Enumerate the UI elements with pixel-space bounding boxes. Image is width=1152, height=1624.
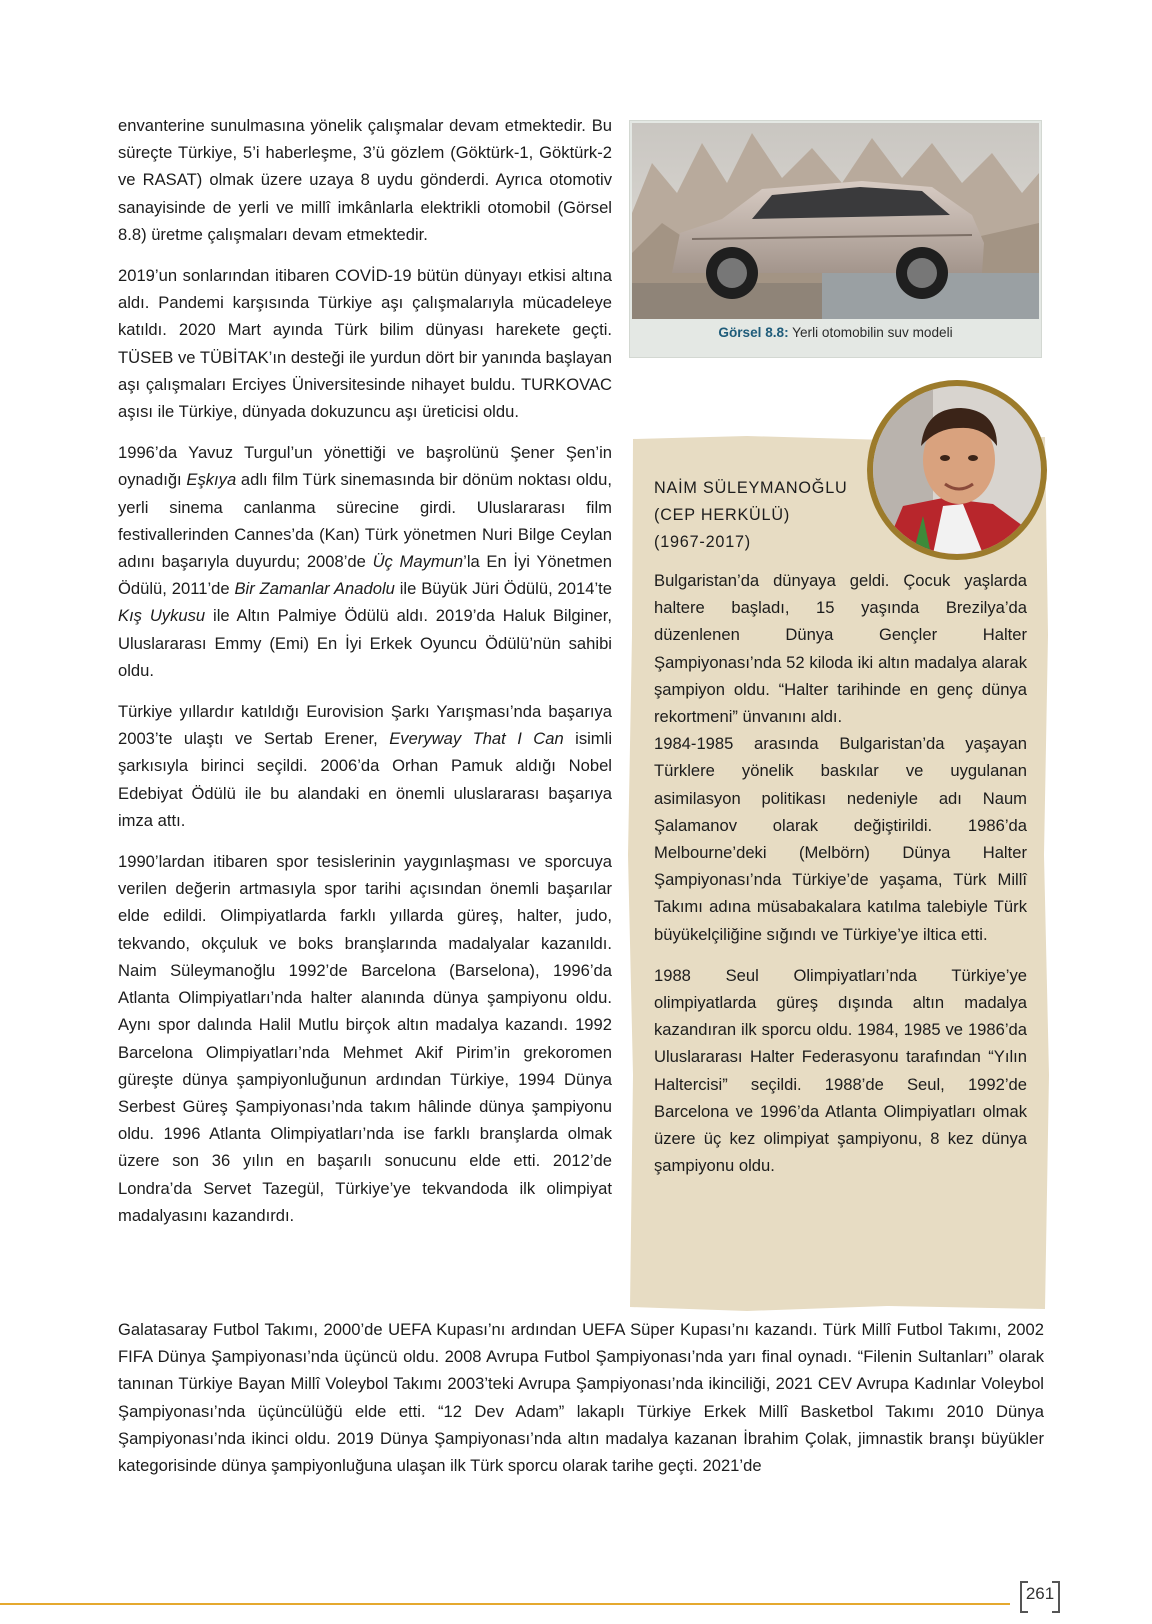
page-number: 261 [1025,1584,1055,1603]
biography-text [654,567,1027,1193]
paragraph-sports: 1990’lardan itibaren spor tesislerinin yaygınlaşması ve sporcuya verilen değerin artmasıyla spor tarihi açısından önemli başarılar elde edildi. Olimpiyatlarda farklı yıllarda güreş, halter, judo, tekvando, okçuluk ve boks branşlarında madalyalar kazanıldı. Naim Süleymanoğlu 1992’de Barcelona (Barselona), 1996’da Atlanta Olimpiyatları’nda halter alanında dünya şampiyonu oldu. Aynı spor dalında Halil Mutlu birçok altın madalya kazandı. 1992 Barcelona Olimpiyatları’nda Mehmet Akif Pirim’in grekoromen güreşte dünya şampiyonluğunun ardından Türkiye, 1994 Dünya Serbest Güreş Şampiyonası’nda takım hâlinde dünya şampiyonu oldu. 1996 Atlanta Olimpiyatları’nda ise farklı branşlarda olmak üzere son 36 yılın en başarılı sonucunu elde etti. 2012’de Londra’da Servet Tazegül, Türkiye’ye tekvandoda ilk olimpiyat madalyasını kazandırdı. [118,852,612,1225]
text-span: ile Altın Palmiye Ödülü aldı. 2019’da Haluk Bilginer, Uluslararası Emmy (Emi) En İyi Erkek Oyuncu Ödülü’nün sahibi oldu. [118,606,612,680]
text-span: ile Büyük Jüri Ödülü, 2014’te [394,579,613,599]
paragraph-cinema [118,439,612,684]
person-name: NAİM SÜLEYMANOĞLU [654,479,848,497]
biography-heading [654,475,884,556]
figure-car [629,120,1042,358]
text-span: adlı film Türk sinemasında bir dönüm noktası oldu, yerli sinema canlanma sürecine girdi. Uluslararası film festivallerinden Cannes’da (Kan) Türk yönetmen Nuri Bilge Ceylan adını başarıyla duyurdu; 2008’de [118,470,613,572]
text-span: 1996’da Yavuz Turgul’un yönettiği ve başrolünü Şener Şen’in oynadığı [118,443,612,490]
paragraph-covid: 2019’un sonlarından itibaren COVİD-19 bütün dünyayı etkisi altına aldı. Pandemi karşısında Türkiye aşı çalışmalarıyla mücadeleye katıldı. 2020 Mart ayında Türk bilim dünyası harekete geçti. TÜSEB ve TÜBİTAK’ın desteği ile yurdun dört bir yanında başlayan aşı çalışmaları Erciyes Üniversitesinde nihayet buldu. TURKOVAC aşısı ile Türkiye, dünyada dokuzuncu aşı üreticisi oldu. [118,266,612,422]
text-span: ’la En İyi Yönetmen Ödülü, 2011’de [118,552,612,599]
film-title: Eşkıya [186,470,237,490]
bottom-text [118,1316,1044,1479]
film-title: Üç Maymun [372,552,464,572]
car-image-icon [632,123,1039,319]
song-title: Everyway That I Can [389,729,564,749]
text-span: isimli şarkısıyla birinci seçildi. 2006’da Orhan Pamuk aldığı Nobel Edebiyat Ödülü ile bu alandaki en önemli uluslararası başarıya imza attı. [118,729,613,830]
portrait [867,380,1047,560]
caption-label: Görsel 8.8: [718,325,789,340]
car-photo [632,123,1039,319]
footer-rule [0,1603,1010,1605]
portrait-photo-icon [873,386,1041,554]
text-span: Türkiye yıllardır katıldığı Eurovision Şarkı Yarışması’nda başarıya 2003’te ulaştı ve Sertab Erener, [118,702,612,749]
film-title: Kış Uykusu [118,606,206,626]
biography-paragraph-3: 1988 Seul Olimpiyatları’nda Türkiye’ye olimpiyatlarda güreş dışında altın madalya kazandıran ilk sporcu oldu. 1984, 1985 ve 1986’da Uluslararası Halter Federasyonu tarafından “Yılın Haltercisi” seçildi. 1988’de Seul, 1992’de Barcelona ve 1996’da Atlanta Olimpiyatları olmak üzere üç kez olimpiyat şampiyonu, 8 kez dünya şampiyonu oldu. [654,965,1027,1176]
biography-paragraph-2: 1984-1985 arasında Bulgaristan’da yaşayan Türklere yönelik baskılar ve uygulanan asimilasyon politikası nedeniyle adı Naum Şalamanov olarak değiştirildi. 1986’da Melbourne’deki (Melbörn) Dünya Halter Şampiyonası’nda Türkiye’de yaşama, Türk Millî Takımı adına müsabakalara katılma talebiyle Türk büyükelçiliğine sığındı ve Türkiye’ye iltica etti. [654,734,1027,944]
paragraph-team-sports: Galatasaray Futbol Takımı, 2000’de UEFA Kupası’nı ardından UEFA Süper Kupası’nı kazandı. Türk Millî Futbol Takımı, 2002 FIFA Dünya Şampiyonası’nda üçüncü oldu. 2008 Avrupa Futbol Şampiyonası’nda yarı final oynadı. “Filenin Sultanları” olarak tanınan Türkiye Bayan Millî Voleybol Takımı 2003’teki Avrupa Şampiyonası’nda ikinciliği, 2021 CEV Avrupa Kadınlar Voleybol Şampiyonası’nda üçüncülüğü elde etti. “12 Dev Adam” lakaplı Türkiye Erkek Millî Basketbol Takımı 2010 Dünya Şampiyonası’nda ikinci oldu. 2019 Dünya Şampiyonası’nda altın madalya kazanan İbrahim Çolak, jimnastik branşı büyükler kategorisinde dünya şampiyonluğuna ulaşan ilk Türk sporcu olarak tarihe geçti. 2021’de [118,1320,1044,1476]
person-nickname: (CEP HERKÜLÜ) [654,506,791,524]
biography-paragraph-1: Bulgaristan’da dünyaya geldi. Çocuk yaşlarda haltere başladı, 15 yaşında Brezilya’da düzenlenen Dünya Gençler Halter Şampiyonası’nda 52 kiloda iki altın madalya alarak şampiyon oldu. “Halter tarihinde en genç dünya rekortmeni” ünvanını aldı. [654,571,1027,727]
biography-panel [627,435,1050,1312]
paragraph-eurovision [118,698,612,834]
person-years: (1967-2017) [654,533,751,551]
page-number-box [1019,1580,1061,1614]
figure-caption [630,325,1041,340]
main-text-column [118,112,612,1243]
paragraph-technology: envanterine sunulmasına yönelik çalışmalar devam etmektedir. Bu süreçte Türkiye, 5’i haberleşme, 3’ü gözlem (Göktürk-1, Göktürk-2 ve RASAT) olmak üzere uzaya 8 uydu gönderdi. Ayrıca otomotiv sanayisinde de yerli ve millî imkânlarla elektrikli otomobil (Görsel 8.8) üretme çalışmaları devam etmektedir. [118,116,612,244]
caption-text: Yerli otomobilin suv modeli [788,325,953,340]
film-title: Bir Zamanlar Anadolu [234,579,395,599]
